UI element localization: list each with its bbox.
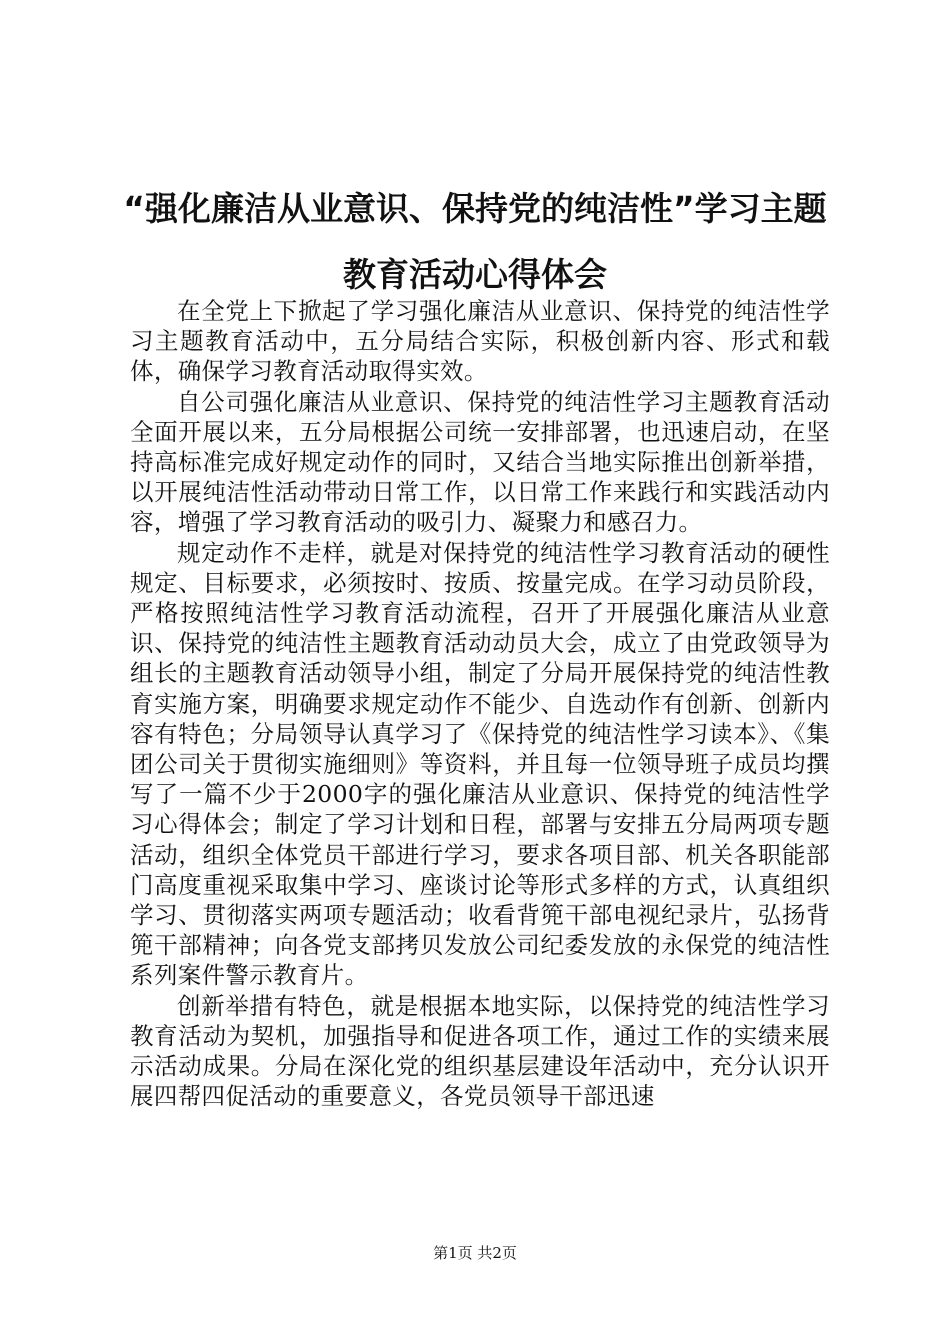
page-number-footer: 第1页 共2页	[433, 1244, 517, 1262]
document-body	[130, 296, 830, 1111]
paragraph: 在全党上下掀起了学习强化廉洁从业意识、保持党的纯洁性学习主题教育活动中，五分局结合实际，积极创新内容、形式和载体，确保学习教育活动取得实效。	[130, 297, 830, 386]
document-title: “强化廉洁从业意识、保持党的纯洁性”学习主题教育活动心得体会	[123, 189, 827, 294]
paragraph: 自公司强化廉洁从业意识、保持党的纯洁性学习主题教育活动全面开展以来，五分局根据公司统一安排部署，也迅速启动，在坚持高标准完成好规定动作的同时，又结合当地实际推出创新举措，以开展纯洁性活动带动日常工作，以日常工作来践行和实践活动内容，增强了学习教育活动的吸引力、凝聚力和感召力。	[130, 387, 830, 537]
paragraph: 规定动作不走样，就是对保持党的纯洁性学习教育活动的硬性规定、目标要求，必须按时、按质、按量完成。在学习动员阶段，严格按照纯洁性学习教育活动流程，召开了开展强化廉洁从业意识、保持党的纯洁性主题教育活动动员大会，成立了由党政领导为组长的主题教育活动领导小组，制定了分局开展保持党的纯洁性教育实施方案，明确要求规定动作不能少、自选动作有创新、创新内容有特色；分局领导认真学习了《保持党的纯洁性学习读本》、《集团公司关于贯彻实施细则》等资料，并且每一位领导班子成员均撰写了一篇不少于2000字的强化廉洁从业意识、保持党的纯洁性学习心得体会；制定了学习计划和日程，部署与安排五分局两项专题活动，组织全体党员干部进行学习，要求各项目部、机关各职能部门高度重视采取集中学习、座谈讨论等形式多样的方式，认真组织学习、贯彻落实两项专题活动；收看背篼干部电视纪录片，弘扬背篼干部精神；向各党支部拷贝发放公司纪委发放的永保党的纯洁性系列案件警示教育片。	[130, 538, 830, 990]
paragraph: 创新举措有特色，就是根据本地实际，以保持党的纯洁性学习教育活动为契机，加强指导和促进各项工作，通过工作的实绩来展示活动成果。分局在深化党的组织基层建设年活动中，充分认识开展四帮四促活动的重要意义，各党员领导干部迅速	[130, 991, 830, 1111]
